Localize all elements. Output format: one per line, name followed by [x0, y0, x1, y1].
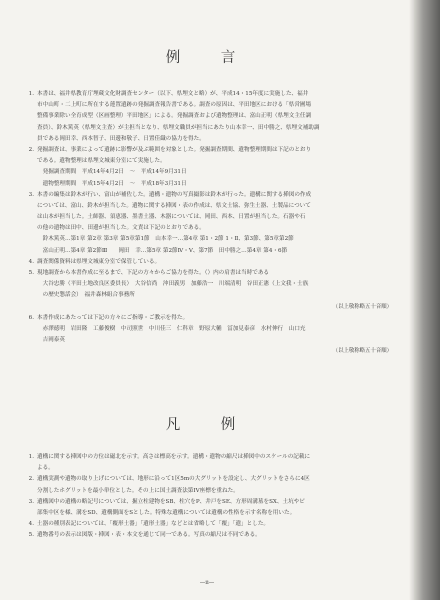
item-number: 4.: [28, 258, 34, 265]
item-line: 発掘調査は、事業によって遺跡に影響が及ぶ範囲を対象とした。発掘調査期間、遺物整理期間は下記のとおり: [37, 146, 312, 153]
hanrei-item: [20, 497, 400, 519]
item-line: の他の遺物は田中、田邊が担当した。文責は下記のとおりである。: [37, 225, 205, 232]
item-number: 6.: [28, 314, 34, 321]
item-number: 3.: [28, 191, 34, 198]
item-line: 本書作成にあたっては下記の方々にご指導・ご教示を得た。: [37, 314, 189, 321]
item-body: [37, 89, 400, 145]
item-line: 遺物整理期間 平成15年4月2日 ～ 平成18年3月31日: [37, 180, 187, 187]
item-line: 本書の編集は鈴木が行い、富山が補佐した。遺構・遺物の写真撮影は鈴木が行った。遺構に関する挿図の作成: [37, 191, 312, 198]
item-line: 現地調査から本書作成に至るまで、下記の方々からご協力を得た。（）内の肩書は当時である: [37, 270, 270, 277]
item-line: 遺物番号の表示は図版・挿図・表・本文を通じて同一である。写真の縮尺は不同である。: [37, 532, 261, 539]
item-number: 5.: [28, 270, 34, 277]
hanrei-item: [20, 519, 400, 530]
item-line: の歴史懇話会） 福井森林組合事務所: [37, 292, 135, 299]
item-line: 整備事業除い全育成型（区画整理）平田地区」による。発掘調査および遺物整理は、富山正明（県埋文主任調: [37, 113, 312, 120]
hanrei-item: [20, 530, 400, 541]
item-line: は山本が担当した。土師器、須恵器、墨書土器、木器については、岡田、西本、日置が担当した。石器や石: [37, 214, 306, 221]
item-line: 部集中区を様、溝をSD、遺構側面をSとした。特殊な遺構については遺構の性格を示す名称を用いた。: [37, 509, 296, 516]
attribution-note: （以上敬称略五十音順）: [332, 303, 392, 310]
reigen-list: [20, 89, 400, 358]
item-number: 3.: [28, 498, 34, 505]
item-body: [37, 257, 400, 268]
item-body: [37, 190, 400, 257]
reigen-item: [20, 190, 400, 257]
item-line: 分割したホグリットを最小単位とした。その上に国土調査法第IV座標を重ねた。: [37, 487, 239, 494]
hanrei-item: [20, 452, 400, 474]
item-line: 鈴木篤英…第1章 第2章 第3章 第5章第1節 山本幸一…第4章 第1・2節 1・Ⅱ、第3節、第5章第2節: [37, 236, 294, 243]
item-line: 大谷忠勝（平田土地改良区委員長） 大谷信尚 沖田義男 加藤浩一 川端清明 谷田正憲（上文我・士族: [37, 281, 309, 288]
item-line: 員である岡田幸、西本智子、田邊和敬子、日置佳織の協力を得た。: [37, 135, 205, 142]
item-body: [37, 530, 400, 541]
book-gutter: [414, 0, 440, 600]
item-line: 吉岡泰英: [37, 337, 65, 344]
section-title-hanrei: 凡 例: [165, 417, 249, 433]
item-line: 富山正明…第4章 第2節Ⅲ 岡田 幸…第5章 第2節Ⅳ・Ⅴ、第7節 田中勝之…第4章 第4・6節: [37, 247, 288, 254]
item-line: 査員）、鈴木篤英（県埋文主査）が主担当となり、県埋文職員が担当にあたり山本幸一、田中勝之、県埋文補助調: [37, 124, 320, 131]
item-line: 本書は、福井県教育庁埋蔵文化財調査センター（以下、県埋文と略）が、平成14・15年度に実施した、福井: [37, 91, 309, 97]
reigen-item: [20, 268, 400, 313]
item-line: よる。: [37, 465, 54, 472]
reigen-item: [20, 89, 400, 145]
item-line: 市中山町・二上町に所在する蓮置遺跡の発掘調査報告書である。調査の原因は、平田地区における「県営圃場: [37, 102, 312, 109]
page-number: —ii—: [199, 580, 215, 586]
item-number: 2.: [28, 146, 34, 153]
reigen-item: [20, 257, 400, 268]
item-line: である。遺物整理は県埋文城東分室にて実施した。: [37, 158, 166, 165]
item-number: 5.: [28, 532, 34, 539]
item-line: 土器の種別表記については、「覆形土器」「遺形土器」などとは省略して「覆」「遺」とした。: [37, 521, 270, 528]
reigen-item: [20, 313, 400, 358]
item-line: 赤澤徳明 岩田隆 工藤俊樹 中司照世 中川佳三 仁科章 野原大輔 冨加見泰彦 水村伸行 山口充: [37, 325, 306, 332]
item-body: [37, 519, 400, 530]
item-body: [37, 268, 400, 313]
item-line: 遺構に関する挿図中の方位は磁北を示す。高さは標高を示す。遺構・遺物の縮尺は挿図中のスケールの記載に: [37, 454, 311, 460]
item-number: 1.: [28, 454, 34, 460]
item-line: 調査関係資料は県埋文城東分室で保管している。: [37, 258, 161, 265]
item-body: [37, 474, 400, 496]
item-line: 発掘調査期間 平成14年4月2日 ～ 平成14年9月31日: [37, 169, 187, 176]
item-number: 2.: [28, 476, 34, 483]
item-line: については、富山、鈴木が担当した。遺物に関する挿図・表の作成は、県文士協、弥生土器、土製品について: [37, 202, 311, 209]
item-body: [37, 452, 400, 474]
item-number: 1.: [28, 91, 34, 97]
item-body: [37, 145, 400, 190]
item-line: 遺構実測や遺物の取り上げについては、地形に沿って1区5mの大グリットを設定し、大グリットをさらに4区: [37, 476, 310, 483]
item-body: [37, 313, 400, 358]
item-number: 4.: [28, 521, 34, 528]
hanrei-item: [20, 474, 400, 496]
attribution-note: （以上敬称略五十音順）: [332, 348, 392, 355]
item-body: [37, 497, 400, 519]
hanrei-list: [20, 452, 400, 542]
section-title-reigen: 例 言: [165, 50, 249, 66]
reigen-item: [20, 145, 400, 190]
item-line: 遺構図中の遺構の略記号については、掘立柱建物をSB、柱穴をP、井戸をSE、方形周溝墓をSX、土坑やピ: [37, 498, 305, 505]
